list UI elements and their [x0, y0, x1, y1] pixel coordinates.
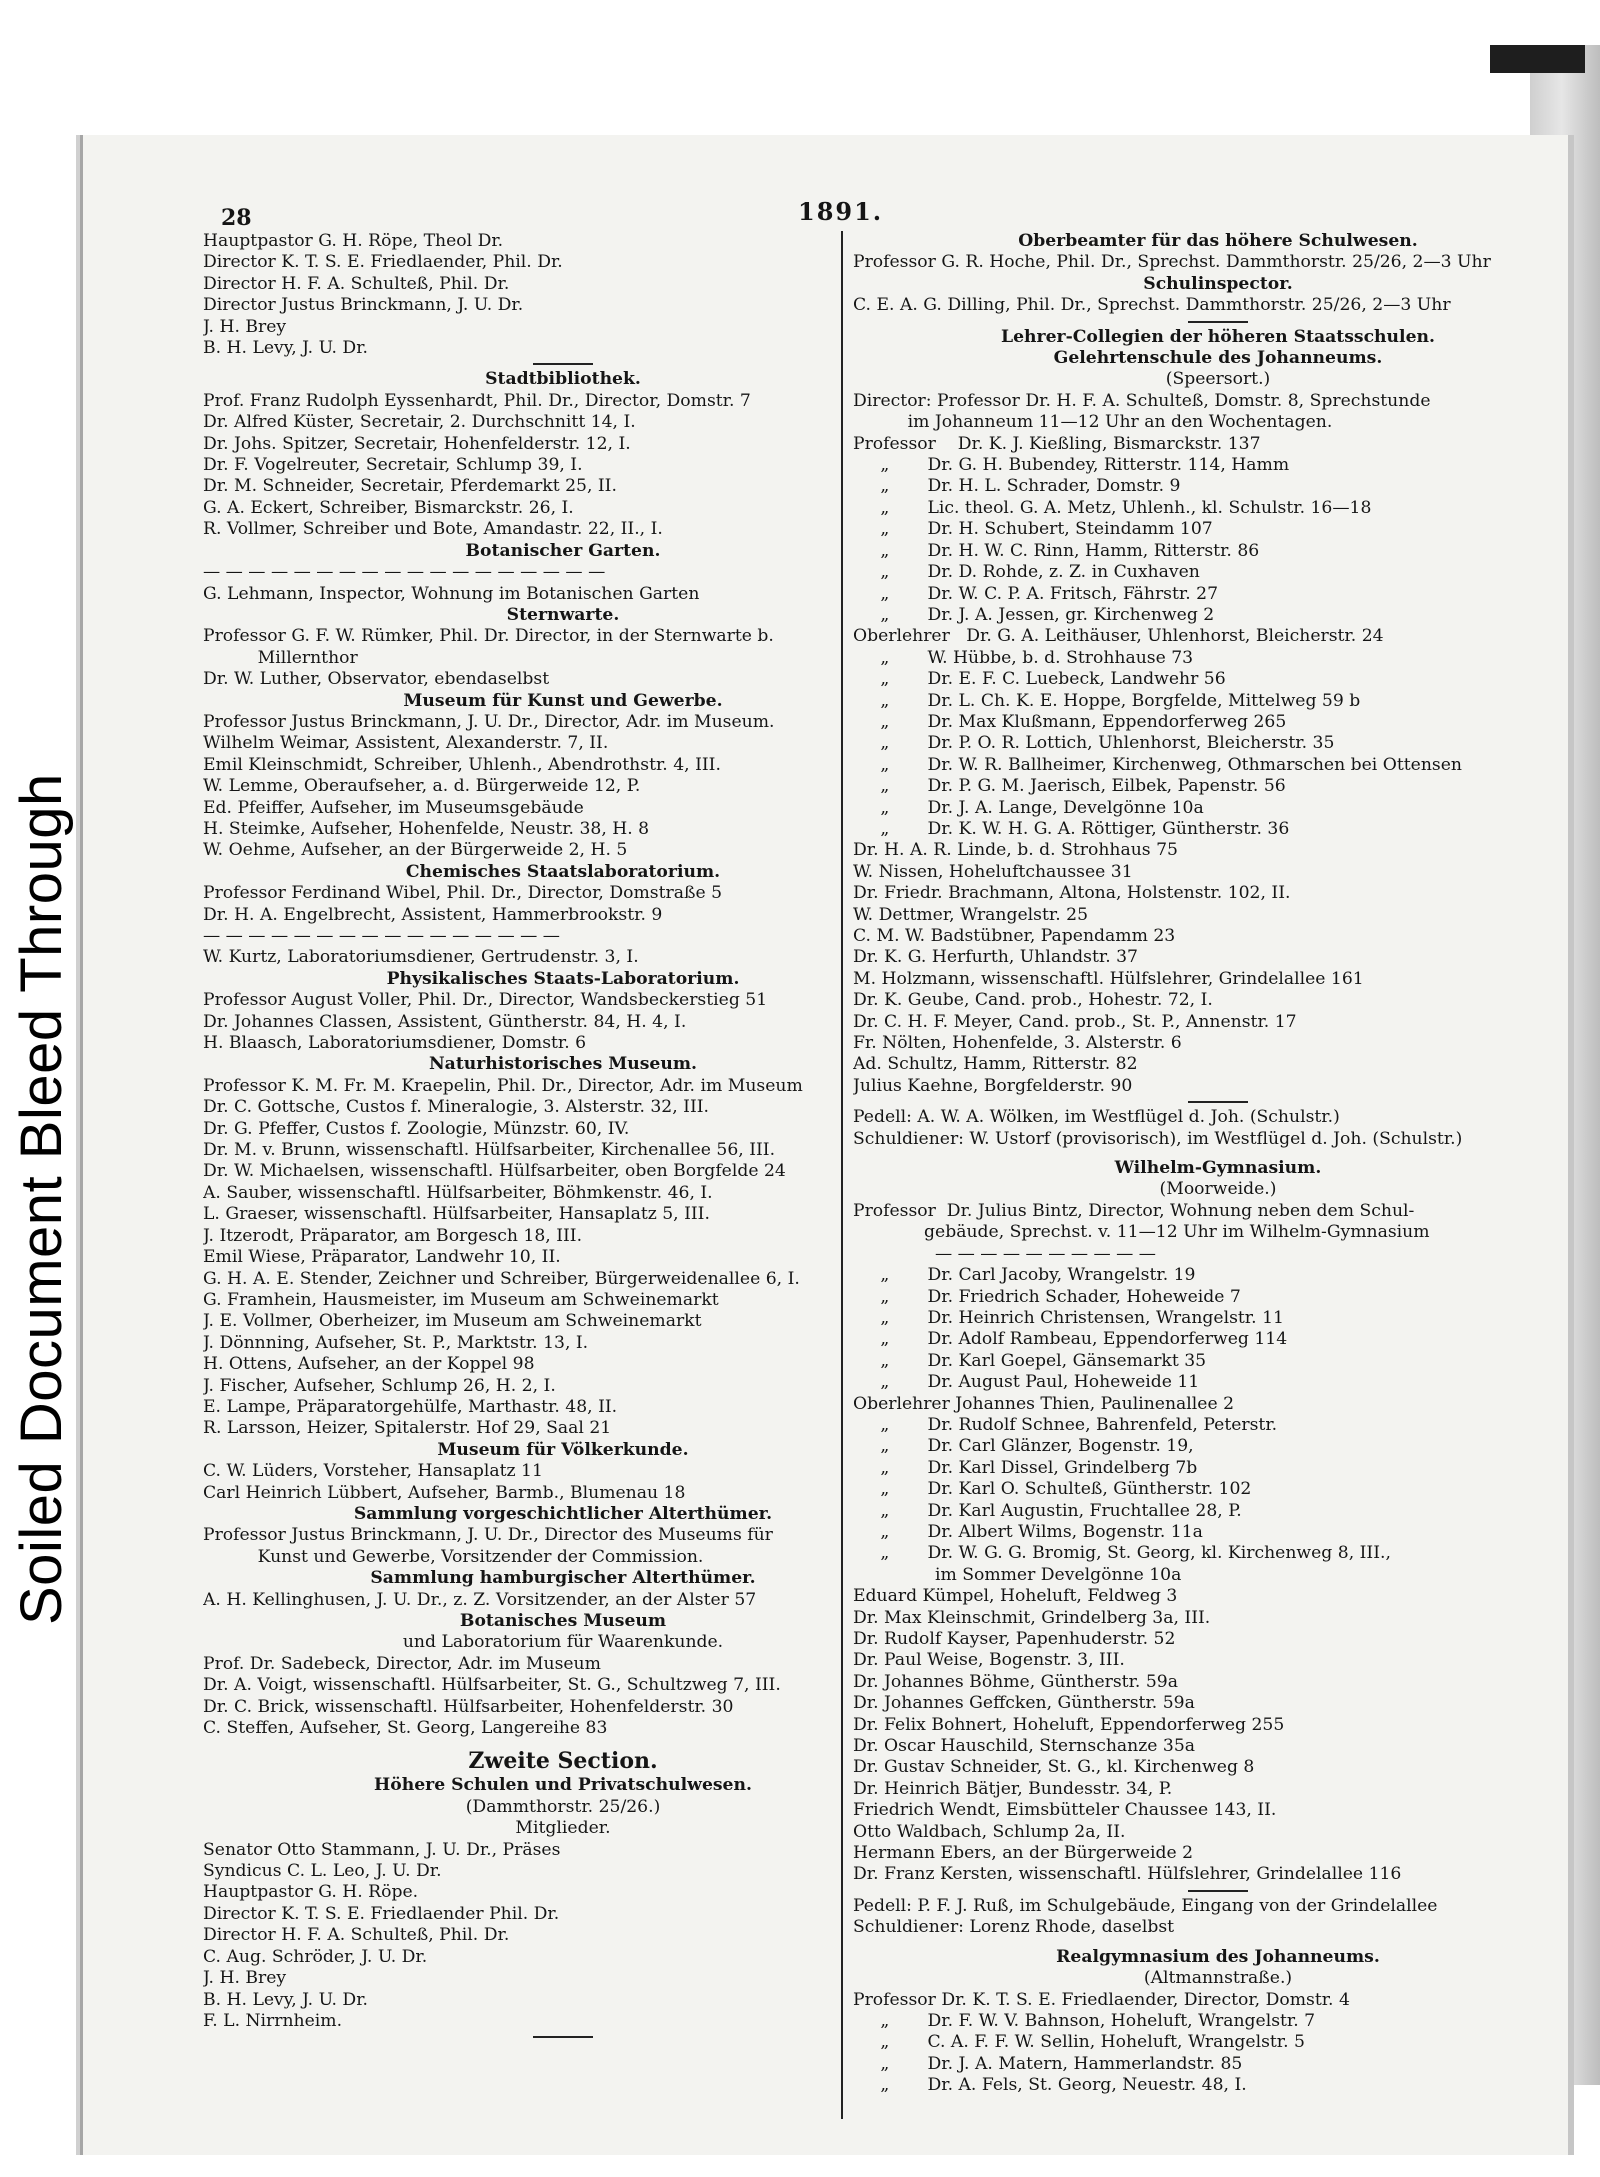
entry-line: Director K. T. S. E. Friedlaender, Phil. Dr.: [203, 252, 563, 273]
entry-line: H. Ottens, Aufseher, an der Koppel 98: [203, 1354, 535, 1375]
entry-line: „ Dr. Karl Goepel, Gänsemarkt 35: [853, 1350, 1207, 1371]
entry-line: Professor Justus Brinckmann, J. U. Dr., Director, Adr. im Museum.: [203, 711, 775, 732]
entry-line: A. Sauber, wissenschaftl. Hülfsarbeiter, Böhmkenstr. 46, I.: [203, 1182, 713, 1203]
section-heading: Lehrer-Collegien der höheren Staatsschulen.: [1001, 326, 1435, 347]
entry-line: W. Dettmer, Wrangelstr. 25: [853, 904, 1089, 925]
entry-line: „ Dr. H. Schubert, Steindamm 107: [853, 519, 1213, 540]
entry-line: R. Vollmer, Schreiber und Bote, Amandastr. 22, II., I.: [203, 519, 663, 540]
section-heading: Naturhistorisches Museum.: [428, 1054, 698, 1075]
entry-line: Dr. M. Schneider, Secretair, Pferdemarkt 25, II.: [203, 476, 617, 497]
entry-line: Dr. Alfred Küster, Secretair, 2. Durchschnitt 14, I.: [203, 412, 636, 433]
entry-line: Dr. Gustav Schneider, St. G., kl. Kirchenweg 8: [853, 1757, 1255, 1778]
spacer: [853, 1939, 1568, 1947]
entry-line: Dr. Felix Bohnert, Hoheluft, Eppendorferweg 255: [853, 1714, 1285, 1735]
entry-line: G. H. A. E. Stender, Zeichner und Schreiber, Bürgerweidenallee 6, I.: [203, 1268, 800, 1289]
entry-line: H. Steimke, Aufseher, Hohenfelde, Neustr. 38, H. 8: [203, 818, 650, 839]
entry-line: Dr. Johannes Classen, Assistent, Güntherstr. 84, H. 4, I.: [203, 1011, 687, 1032]
entry-line: Director H. F. A. Schulteß, Phil. Dr.: [203, 273, 510, 294]
entry-line: „ Dr. Karl Augustin, Fruchtallee 28, P.: [853, 1500, 1242, 1521]
entry-line: Dr. C. Brick, wissenschaftl. Hülfsarbeiter, Hohenfelderstr. 30: [203, 1696, 734, 1717]
entry-line: „ Dr. Max Klußmann, Eppendorferweg 265: [853, 711, 1287, 732]
entry-line: Dr. Johannes Böhme, Güntherstr. 59a: [853, 1671, 1178, 1692]
entry-line: E. Lampe, Präparatorgehülfe, Marthastr. 48, II.: [203, 1396, 618, 1417]
entry-line: Carl Heinrich Lübbert, Aufseher, Barmb., Blumenau 18: [203, 1482, 686, 1503]
spacer: [203, 1739, 923, 1747]
entry-line: „ Dr. Karl O. Schulteß, Güntherstr. 102: [853, 1479, 1252, 1500]
entry-line: Director: Professor Dr. H. F. A. Schulteß, Domstr. 8, Sprechstunde: [853, 390, 1431, 411]
entry-line: Ad. Schultz, Hamm, Ritterstr. 82: [853, 1054, 1138, 1075]
entry-line: Pedell: A. W. A. Wölken, im Westflügel d. Joh. (Schulstr.): [853, 1107, 1340, 1128]
entry-line: Oberlehrer Dr. G. A. Leithäuser, Uhlenhorst, Bleicherstr. 24: [853, 626, 1384, 647]
entry-line: Dr. Friedr. Brachmann, Altona, Holstenstr. 102, II.: [853, 883, 1291, 904]
entry-line: „ Dr. P. O. R. Lottich, Uhlenhorst, Bleicherstr. 35: [853, 733, 1335, 754]
entry-line: Dr. C. H. F. Meyer, Cand. prob., St. P., Annenstr. 17: [853, 1011, 1297, 1032]
section-title: Zweite Section.: [468, 1748, 658, 1775]
entry-line: Oberlehrer Johannes Thien, Paulinenallee 2: [853, 1393, 1235, 1414]
entry-line: Professor G. R. Hoche, Phil. Dr., Sprechst. Dammthorstr. 25/26, 2—3 Uhr: [853, 252, 1491, 273]
binding-mark: [1490, 45, 1585, 73]
section-heading: Schulinspector.: [1143, 273, 1293, 294]
page-year: 1891.: [798, 197, 884, 226]
entry-line: — — — — — — — — — — — — — — — — — —: [203, 562, 606, 583]
entry-line: Eduard Kümpel, Hoheluft, Feldweg 3: [853, 1586, 1178, 1607]
section-heading: Chemisches Staatslaboratorium.: [405, 861, 721, 882]
section-heading: Museum für Völkerkunde.: [437, 1439, 689, 1460]
section-heading: Sammlung hamburgischer Alterthümer.: [370, 1568, 756, 1589]
entry-line: im Sommer Develgönne 10a: [853, 1564, 1182, 1585]
section-heading: Sammlung vorgeschichtlicher Alterthümer.: [353, 1503, 773, 1524]
scan-sidebar: [0, 0, 75, 2177]
entry-line: gebäude, Sprechst. v. 11—12 Uhr im Wilhelm-Gymnasium: [853, 1222, 1430, 1243]
entry-line: J. Fischer, Aufseher, Schlump 26, H. 2, I.: [203, 1375, 556, 1396]
entry-line: Hauptpastor G. H. Röpe, Theol Dr.: [203, 231, 504, 251]
section-heading: Gelehrtenschule des Johanneums.: [1053, 348, 1383, 369]
section-subheading: und Laboratorium für Waarenkunde.: [402, 1632, 724, 1653]
entry-line: C. Steffen, Aufseher, St. Georg, Langereihe 83: [203, 1718, 608, 1739]
entry-line: Director H. F. A. Schulteß, Phil. Dr.: [203, 1925, 510, 1946]
entry-line: Wilhelm Weimar, Assistent, Alexanderstr. 7, II.: [203, 733, 609, 754]
entry-line: „ Dr. Rudolf Schnee, Bahrenfeld, Peterstr.: [853, 1414, 1278, 1435]
entry-line: „ Dr. Carl Glänzer, Bogenstr. 19,: [853, 1436, 1194, 1457]
entry-line: „ Dr. A. Fels, St. Georg, Neuestr. 48, I.: [853, 2075, 1247, 2096]
entry-line: Dr. Max Kleinschmit, Grindelberg 3a, III.: [853, 1607, 1211, 1628]
entry-line: C. E. A. G. Dilling, Phil. Dr., Sprechst. Dammthorstr. 25/26, 2—3 Uhr: [853, 295, 1451, 316]
section-rule: [853, 1886, 1568, 1896]
entry-line: C. W. Lüders, Vorsteher, Hansaplatz 11: [203, 1461, 543, 1482]
section-heading: Botanisches Museum: [459, 1611, 667, 1631]
entry-line: Pedell: P. F. J. Ruß, im Schulgebäude, Eingang von der Grindelallee: [853, 1895, 1438, 1916]
entry-line: Professor Ferdinand Wibel, Phil. Dr., Director, Domstraße 5: [203, 883, 723, 904]
entry-line: Dr. K. Geube, Cand. prob., Hohestr. 72, I.: [853, 990, 1213, 1011]
spacer: [853, 1150, 1568, 1158]
entry-line: Professor Dr. Julius Bintz, Director, Wohnung neben dem Schul-: [853, 1200, 1415, 1221]
section-rule: [853, 1097, 1568, 1107]
section-subheading: (Moorweide.): [1159, 1179, 1277, 1200]
entry-line: — — — — — — — — — —: [853, 1243, 1156, 1264]
entry-line: Professor August Voller, Phil. Dr., Director, Wandsbeckerstieg 51: [203, 990, 768, 1011]
section-rule: [203, 359, 923, 369]
entry-line: Director K. T. S. E. Friedlaender Phil. Dr.: [203, 1903, 560, 1924]
entry-line: Hermann Ebers, an der Bürgerweide 2: [853, 1843, 1194, 1864]
entry-line: Senator Otto Stammann, J. U. Dr., Präses: [203, 1839, 561, 1860]
entry-line: Dr. G. Pfeffer, Custos f. Zoologie, Münzstr. 60, IV.: [203, 1118, 630, 1139]
section-heading: Sternwarte.: [506, 604, 620, 625]
entry-line: „ Lic. theol. G. A. Metz, Uhlenh., kl. Schulstr. 16—18: [853, 497, 1372, 518]
scan-condition-label: Soiled Document Bleed Through: [9, 773, 74, 1625]
entry-line: W. Lemme, Oberaufseher, a. d. Bürgerweide 12, P.: [203, 776, 641, 797]
entry-line: „ Dr. K. W. H. G. A. Röttiger, Güntherstr. 36: [853, 818, 1290, 839]
entry-line: Prof. Franz Rudolph Eyssenhardt, Phil. Dr., Director, Domstr. 7: [203, 390, 751, 411]
entry-line: „ Dr. L. Ch. K. E. Hoppe, Borgfelde, Mittelweg 59 b: [853, 690, 1361, 711]
entry-line: Dr. Oscar Hauschild, Sternschanze 35a: [853, 1736, 1196, 1757]
entry-line: Syndicus C. L. Leo, J. U. Dr.: [203, 1861, 442, 1882]
entry-line: Emil Kleinschmidt, Schreiber, Uhlenh., Abendrothstr. 4, III.: [203, 754, 721, 775]
entry-line: B. H. Levy, J. U. Dr.: [203, 1989, 369, 2010]
entry-line: „ Dr. August Paul, Hoheweide 11: [853, 1372, 1200, 1393]
entry-line: Dr. Franz Kersten, wissenschaftl. Hülfslehrer, Grindelallee 116: [853, 1864, 1402, 1885]
section-heading: Stadtbibliothek.: [485, 369, 641, 390]
section-rule: [203, 2032, 923, 2042]
entry-line: „ Dr. P. G. M. Jaerisch, Eilbek, Papenstr. 56: [853, 776, 1286, 797]
section-heading: Physikalisches Staats-Laboratorium.: [386, 968, 740, 989]
entry-line: Kunst und Gewerbe, Vorsitzender der Commission.: [203, 1546, 704, 1567]
entry-line: „ Dr. Heinrich Christensen, Wrangelstr. 11: [853, 1307, 1284, 1328]
entry-line: „ Dr. F. W. V. Bahnson, Hoheluft, Wrangelstr. 7: [853, 2010, 1316, 2031]
entry-line: F. L. Nirrnheim.: [203, 2010, 343, 2031]
entry-line: — — — — — — — — — — — — — — — —: [203, 926, 560, 946]
entry-line: Julius Kaehne, Borgfelderstr. 90: [853, 1075, 1133, 1096]
entry-line: Dr. K. G. Herfurth, Uhlandstr. 37: [853, 947, 1138, 968]
entry-line: Professor Dr. K. J. Kießling, Bismarckstr. 137: [853, 433, 1261, 454]
section-heading: Realgymnasium des Johanneums.: [1056, 1946, 1380, 1967]
section-heading: Wilhelm-Gymnasium.: [1114, 1158, 1322, 1179]
entry-line: Professor K. M. Fr. M. Kraepelin, Phil. Dr., Director, Adr. im Museum: [203, 1075, 803, 1096]
entry-line: „ Dr. J. A. Matern, Hammerlandstr. 85: [853, 2053, 1243, 2074]
document-page: [80, 135, 1568, 2155]
entry-line: C. M. W. Badstübner, Papendamm 23: [853, 926, 1176, 946]
entry-line: „ Dr. W. R. Ballheimer, Kirchenweg, Othmarschen bei Ottensen: [853, 754, 1462, 775]
entry-line: „ Dr. W. G. G. Bromig, St. Georg, kl. Kirchenweg 8, III.,: [853, 1543, 1391, 1564]
section-subheading: (Dammthorstr. 25/26.): [465, 1796, 661, 1817]
entry-line: „ Dr. Karl Dissel, Grindelberg 7b: [853, 1457, 1198, 1478]
entry-line: J. H. Brey: [203, 1968, 287, 1989]
entry-line: G. Framhein, Hausmeister, im Museum am Schweinemarkt: [203, 1289, 719, 1310]
entry-line: Dr. Paul Weise, Bogenstr. 3, III.: [853, 1650, 1125, 1671]
entry-line: Professor Dr. K. T. S. E. Friedlaender, Director, Domstr. 4: [853, 1989, 1350, 2010]
entry-line: im Johanneum 11—12 Uhr an den Wochentagen.: [853, 412, 1333, 433]
section-rule: [853, 317, 1568, 327]
page-number: 28: [221, 205, 252, 231]
entry-line: W. Oehme, Aufseher, an der Bürgerweide 2, H. 5: [203, 840, 628, 861]
entry-line: Hauptpastor G. H. Röpe.: [203, 1882, 419, 1903]
entry-line: „ C. A. F. F. W. Sellin, Hoheluft, Wrangelstr. 5: [853, 2032, 1305, 2053]
section-subheading: Mitglieder.: [515, 1818, 611, 1839]
entry-line: Dr. M. v. Brunn, wissenschaftl. Hülfsarbeiter, Kirchenallee 56, III.: [203, 1140, 776, 1161]
left-column: [203, 231, 923, 2042]
entry-line: J. H. Brey: [203, 316, 287, 337]
entry-line: Millernthor: [203, 647, 358, 668]
entry-line: C. Aug. Schröder, J. U. Dr.: [203, 1946, 428, 1967]
entry-line: „ Dr. W. C. P. A. Fritsch, Fährstr. 27: [853, 583, 1219, 604]
entry-line: G. Lehmann, Inspector, Wohnung im Botanischen Garten: [203, 583, 700, 604]
entry-line: „ Dr. Carl Jacoby, Wrangelstr. 19: [853, 1265, 1196, 1286]
entry-line: Dr. H. A. Engelbrecht, Assistent, Hammerbrookstr. 9: [203, 904, 663, 925]
entry-line: Dr. W. Luther, Observator, ebendaselbst: [203, 669, 550, 690]
column-divider: [841, 231, 843, 2119]
entry-line: L. Graeser, wissenschaftl. Hülfsarbeiter, Hansaplatz 5, III.: [203, 1204, 710, 1225]
entry-line: Otto Waldbach, Schlump 2a, II.: [853, 1821, 1126, 1842]
entry-line: J. E. Vollmer, Oberheizer, im Museum am Schweinemarkt: [203, 1311, 702, 1332]
entry-line: „ Dr. J. A. Jessen, gr. Kirchenweg 2: [853, 604, 1215, 625]
entry-line: G. A. Eckert, Schreiber, Bismarckstr. 26, I.: [203, 497, 574, 518]
entry-line: „ Dr. G. H. Bubendey, Ritterstr. 114, Hamm: [853, 455, 1290, 476]
entry-line: Dr. Johannes Geffcken, Güntherstr. 59a: [853, 1693, 1195, 1714]
entry-line: Emil Wiese, Präparator, Landwehr 10, II.: [203, 1247, 561, 1268]
entry-line: Dr. Johs. Spitzer, Secretair, Hohenfelderstr. 12, I.: [203, 433, 631, 454]
entry-line: Professor Justus Brinckmann, J. U. Dr., Director des Museums für: [203, 1525, 773, 1546]
section-subheading: (Altmannstraße.): [1143, 1968, 1293, 1989]
entry-line: Professor G. F. W. Rümker, Phil. Dr. Director, in der Sternwarte b.: [203, 626, 774, 647]
entry-line: A. H. Kellinghusen, J. U. Dr., z. Z. Vorsitzender, an der Alster 57: [203, 1589, 757, 1610]
entry-line: „ Dr. D. Rohde, z. Z. in Cuxhaven: [853, 562, 1200, 583]
entry-line: „ Dr. H. L. Schrader, Domstr. 9: [853, 476, 1181, 497]
entry-line: „ Dr. E. F. C. Luebeck, Landwehr 56: [853, 669, 1226, 690]
entry-line: J. Dönnning, Aufseher, St. P., Marktstr. 13, I.: [203, 1332, 589, 1353]
right-column: [853, 231, 1568, 2097]
section-heading: Museum für Kunst und Gewerbe.: [403, 690, 723, 711]
entry-line: Fr. Nölten, Hohenfelde, 3. Alsterstr. 6: [853, 1033, 1182, 1054]
entry-line: Director Justus Brinckmann, J. U. Dr.: [203, 295, 524, 316]
entry-line: „ Dr. Albert Wilms, Bogenstr. 11a: [853, 1521, 1203, 1542]
entry-line: M. Holzmann, wissenschaftl. Hülfslehrer, Grindelallee 161: [853, 968, 1364, 989]
entry-line: Dr. H. A. R. Linde, b. d. Strohhaus 75: [853, 840, 1178, 861]
entry-line: J. Itzerodt, Präparator, am Borgesch 18, III.: [203, 1225, 583, 1246]
entry-line: Friedrich Wendt, Eimsbütteler Chaussee 143, II.: [853, 1800, 1277, 1821]
entry-line: W. Nissen, Hoheluftchaussee 31: [853, 861, 1133, 882]
entry-line: „ Dr. Friedrich Schader, Hoheweide 7: [853, 1286, 1241, 1307]
entry-line: Dr. A. Voigt, wissenschaftl. Hülfsarbeiter, St. G., Schultzweg 7, III.: [203, 1675, 781, 1696]
entry-line: Dr. Heinrich Bätjer, Bundesstr. 34, P.: [853, 1778, 1173, 1799]
entry-line: Ed. Pfeiffer, Aufseher, im Museumsgebäude: [203, 797, 584, 818]
section-heading: Höhere Schulen und Privatschulwesen.: [374, 1775, 752, 1796]
entry-line: B. H. Levy, J. U. Dr.: [203, 338, 369, 359]
section-subheading: (Speersort.): [1165, 369, 1271, 390]
entry-line: R. Larsson, Heizer, Spitalerstr. Hof 29, Saal 21: [203, 1418, 612, 1439]
entry-line: Dr. Rudolf Kayser, Papenhuderstr. 52: [853, 1629, 1176, 1649]
entry-line: W. Kurtz, Laboratoriumsdiener, Gertrudenstr. 3, I.: [203, 947, 639, 968]
entry-line: Prof. Dr. Sadebeck, Director, Adr. im Museum: [203, 1653, 601, 1674]
entry-line: Schuldiener: W. Ustorf (provisorisch), im Westflügel d. Joh. (Schulstr.): [853, 1128, 1463, 1149]
entry-line: „ W. Hübbe, b. d. Strohhause 73: [853, 647, 1194, 668]
entry-line: „ Dr. Adolf Rambeau, Eppendorferweg 114: [853, 1329, 1288, 1350]
section-heading: Botanischer Garten.: [465, 540, 661, 561]
entry-line: „ Dr. H. W. C. Rinn, Hamm, Ritterstr. 86: [853, 540, 1260, 561]
entry-line: Dr. F. Vogelreuter, Secretair, Schlump 39, I.: [203, 455, 583, 476]
entry-line: Dr. C. Gottsche, Custos f. Mineralogie, 3. Alsterstr. 32, III.: [203, 1097, 709, 1118]
entry-line: Schuldiener: Lorenz Rhode, daselbst: [853, 1917, 1175, 1938]
section-heading: Oberbeamter für das höhere Schulwesen.: [1018, 231, 1418, 251]
entry-line: „ Dr. J. A. Lange, Develgönne 10a: [853, 797, 1204, 818]
entry-line: Dr. W. Michaelsen, wissenschaftl. Hülfsarbeiter, oben Borgfelde 24: [203, 1161, 786, 1182]
entry-line: H. Blaasch, Laboratoriumsdiener, Domstr. 6: [203, 1033, 587, 1054]
